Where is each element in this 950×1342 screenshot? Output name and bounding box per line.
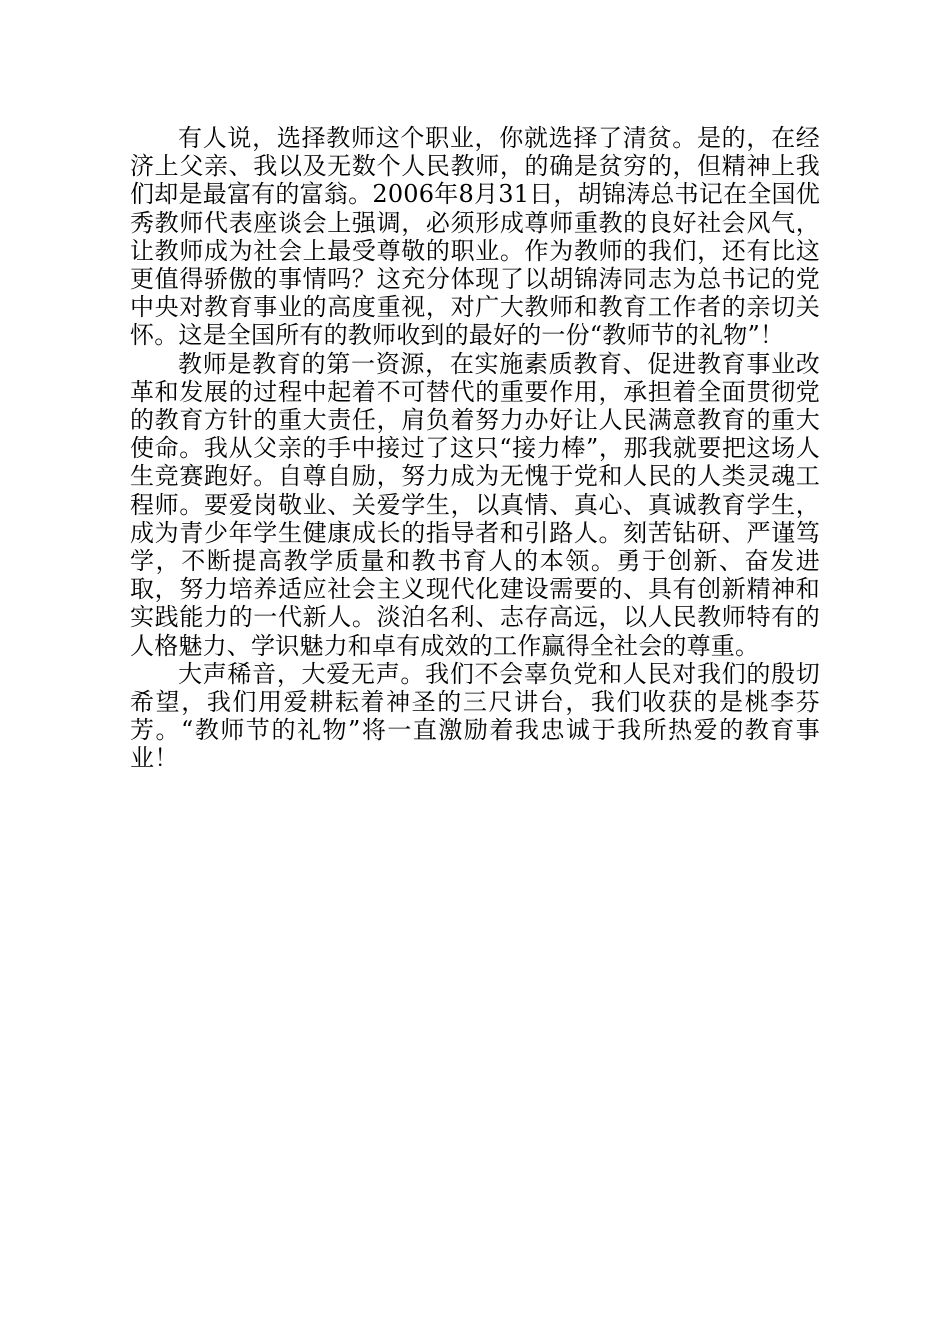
- document-body: [130, 124, 820, 773]
- paragraph-3: 大声稀音，大爱无声。我们不会辜负党和人民对我们的殷切希望，我们用爱耕耘着神圣的三尺讲台，我们收获的是桃李芬芳。“教师节的礼物”将一直激励着我忠诚于我所热爱的教育事业！: [130, 659, 820, 773]
- paragraph-2: 教师是教育的第一资源，在实施素质教育、促进教育事业改革和发展的过程中起着不可替代的重要作用，承担着全面贯彻党的教育方针的重大责任，肩负着努力办好让人民满意教育的重大使命。我从父亲的手中接过了这只“接力棒”，那我就要把这场人生竞赛跑好。自尊自励，努力成为无愧于党和人民的人类灵魂工程师。要爱岗敬业、关爱学生，以真情、真心、真诚教育学生，成为青少年学生健康成长的指导者和引路人。刻苦钻研、严谨笃学，不断提高教学质量和教书育人的本领。勇于创新、奋发进取，努力培养适应社会主义现代化建设需要的、具有创新精神和实践能力的一代新人。淡泊名利、志存高远，以人民教师特有的人格魅力、学识魅力和卓有成效的工作赢得全社会的尊重。: [130, 349, 820, 660]
- paragraph-1: 有人说，选择教师这个职业，你就选择了清贫。是的，在经济上父亲、我以及无数个人民教师，的确是贫穷的，但精神上我们却是最富有的富翁。2006年8月31日，胡锦涛总书记在全国优秀教师代表座谈会上强调，必须形成尊师重教的良好社会风气，让教师成为社会上最受尊敬的职业。作为教师的我们，还有比这更值得骄傲的事情吗？这充分体现了以胡锦涛同志为总书记的党中央对教育事业的高度重视，对广大教师和教育工作者的亲切关怀。这是全国所有的教师收到的最好的一份“教师节的礼物”！: [130, 124, 820, 350]
